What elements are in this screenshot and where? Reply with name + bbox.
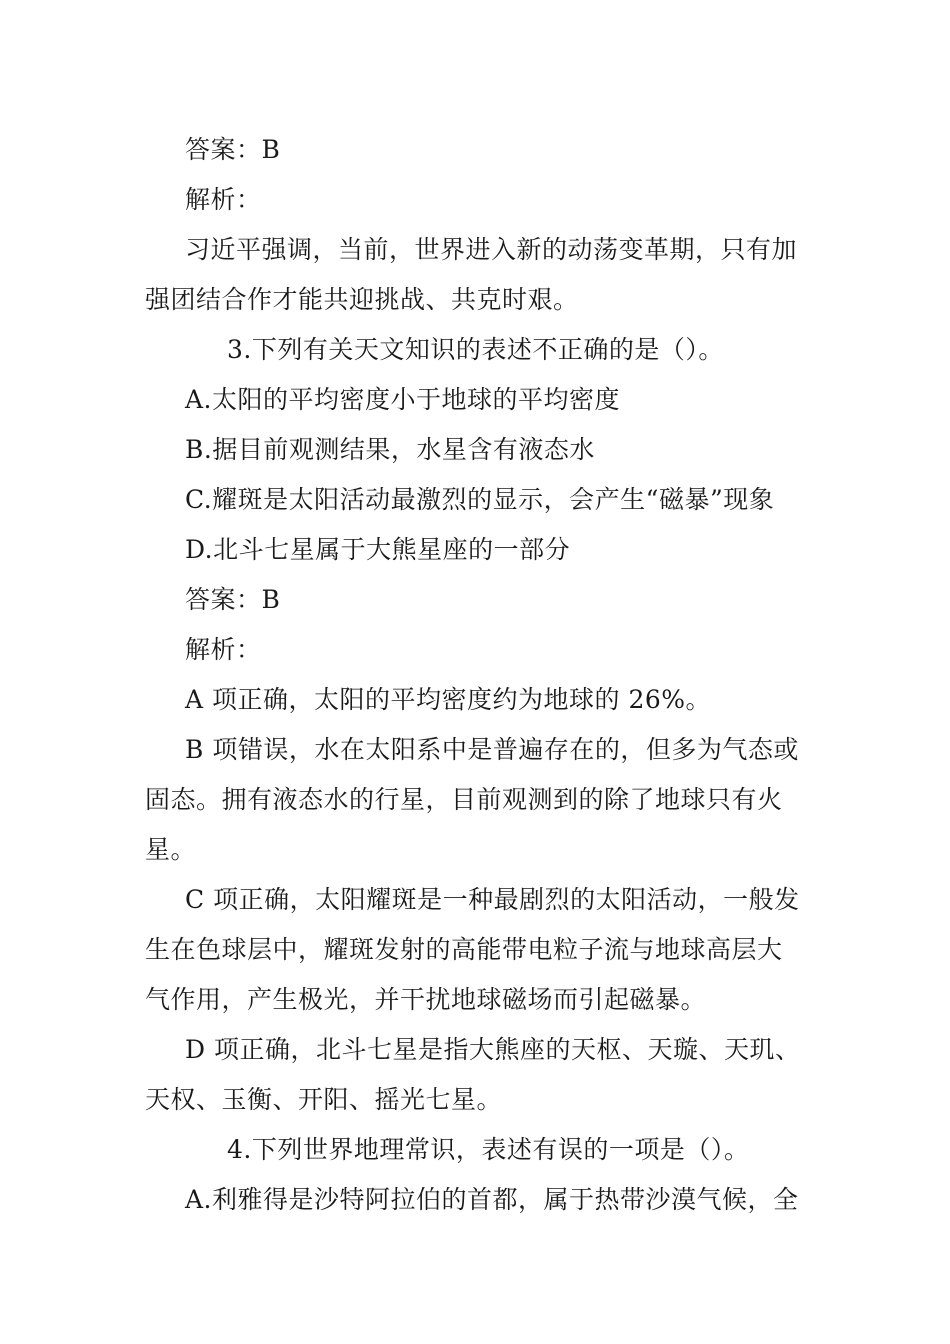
q3-option-a: A.太阳的平均密度小于地球的平均密度 (185, 385, 621, 414)
q3-answer: 答案：B (185, 585, 281, 614)
q4-option-a-line-1: A.利雅得是沙特阿拉伯的首都，属于热带沙漠气候，全 (185, 1185, 799, 1214)
q3-analysis-label: 解析： (185, 635, 262, 664)
q3-note-b-line-2: 固态。拥有液态水的行星，目前观测到的除了地球只有火 (145, 785, 783, 814)
q3-note-d-line-2: 天权、玉衡、开阳、摇光七星。 (145, 1085, 503, 1114)
q3-note-c-line-2: 生在色球层中，耀斑发射的高能带电粒子流与地球高层大 (145, 935, 783, 964)
q3-note-c-line-3: 气作用，产生极光，并干扰地球磁场而引起磁暴。 (145, 985, 707, 1014)
q2-analysis-label: 解析： (185, 185, 262, 214)
q3-note-a: A 项正确，太阳的平均密度约为地球的 26%。 (185, 685, 712, 714)
q3-stem: 3.下列有关天文知识的表述不正确的是（）。 (227, 335, 724, 364)
q3-option-c: C.耀斑是太阳活动最激烈的显示，会产生“磁暴”现象 (185, 485, 775, 514)
q3-note-d-line-1: D 项正确，北斗七星是指大熊座的天枢、天璇、天玑、 (185, 1035, 801, 1064)
q3-note-c-line-1: C 项正确，太阳耀斑是一种最剧烈的太阳活动，一般发 (185, 885, 800, 914)
q3-note-b-line-1: B 项错误，水在太阳系中是普遍存在的，但多为气态或 (185, 735, 799, 764)
q2-analysis-line-1: 习近平强调，当前，世界进入新的动荡变革期，只有加 (185, 235, 798, 264)
q3-option-d: D.北斗七星属于大熊星座的一部分 (185, 535, 571, 564)
q2-answer: 答案：B (185, 135, 281, 164)
q3-option-b: B.据目前观测结果，水星含有液态水 (185, 435, 595, 464)
q3-note-b-line-3: 星。 (145, 835, 197, 864)
q2-analysis-line-2: 强团结合作才能共迎挑战、共克时艰。 (145, 285, 579, 314)
q4-stem: 4.下列世界地理常识，表述有误的一项是（）。 (227, 1135, 750, 1164)
